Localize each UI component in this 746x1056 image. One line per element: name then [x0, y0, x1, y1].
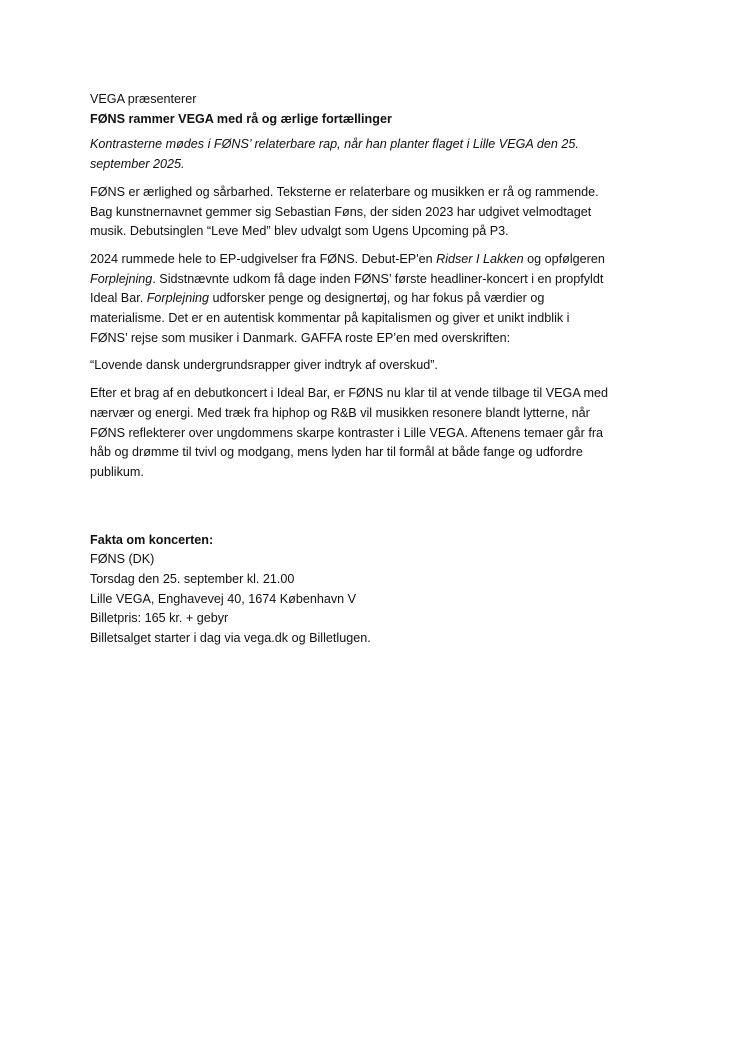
paragraph-line [90, 289, 670, 309]
press-release [90, 90, 670, 649]
facts-heading: Fakta om koncerten: [90, 532, 214, 547]
paragraph-line: FØNS reflekterer over ungdommens skarpe kontraster i Lille VEGA. Aftenens temaer går fra [90, 425, 604, 440]
spacer [90, 491, 670, 531]
lede [90, 135, 670, 174]
lede-line: Kontrasterne mødes i FØNS’ relaterbare rap, når han planter flaget i Lille VEGA den 25. [90, 137, 579, 152]
paragraph-line: musik. Debutsinglen “Leve Med” blev udvalgt som Ugens Upcoming på P3. [90, 224, 509, 239]
paragraph-line: håb og drømme til tvivl og modgang, mens lyden har til formål at både fange og udfordre [90, 445, 583, 460]
paragraph-intro [90, 183, 670, 242]
facts-sales: Billetsalget starter i dag via vega.dk og Billetlugen. [90, 631, 371, 646]
quote [90, 356, 670, 376]
ep-title: Ridser I Lakken [436, 251, 524, 266]
ep-title: Forplejning [90, 271, 153, 286]
paragraph-line: materialisme. Det er en autentisk kommentar på kapitalismen og giver et unikt indblik i [90, 311, 570, 326]
paragraph-line: Efter et brag af en debutkoncert i Ideal Bar, er FØNS nu klar til at vende tilbage til VEGA med [90, 386, 609, 401]
text-segment: og opfølgeren [523, 251, 605, 266]
header-block [90, 90, 670, 129]
paragraph-line: Bag kunstnernavnet gemmer sig Sebastian Føns, der siden 2023 har udgivet velmodtaget [90, 204, 592, 219]
presenter-line: VEGA præsenterer [90, 92, 197, 106]
facts-block [90, 531, 670, 649]
facts-date: Torsdag den 25. september kl. 21.00 [90, 572, 295, 587]
facts-price: Billetpris: 165 kr. + gebyr [90, 611, 229, 626]
paragraph-line [90, 250, 670, 270]
text-segment: udforsker penge og designertøj, og har fokus på værdier og [209, 291, 545, 306]
paragraph-line: publikum. [90, 464, 144, 479]
paragraph-return [90, 384, 670, 483]
text-segment: Ideal Bar. [90, 291, 147, 306]
ep-title: Forplejning [146, 291, 210, 306]
text-segment: . Sidstnævnte udkom få dage inden FØNS’ første headliner-koncert i en propfyldt [152, 271, 604, 286]
facts-venue: Lille VEGA, Enghavevej 40, 1674 København V [90, 591, 357, 606]
facts-artist: FØNS (DK) [90, 552, 155, 567]
paragraph-line [90, 270, 670, 290]
paragraph-line: nærvær og energi. Med træk fra hiphop og R&B vil musikken resonere blandt lytterne, når [90, 405, 590, 420]
headline: FØNS rammer VEGA med rå og ærlige fortællinger [90, 111, 392, 126]
paragraph-line: FØNS’ rejse som musiker i Danmark. GAFFA roste EP’en med overskriften: [90, 330, 511, 345]
quote-line: “Lovende dansk undergrundsrapper giver indtryk af overskud”. [90, 358, 438, 373]
paragraph-line: FØNS er ærlighed og sårbarhed. Teksterne er relaterbare og musikken er rå og rammende. [90, 184, 599, 199]
text-segment: 2024 rummede hele to EP-udgivelser fra FØNS. Debut-EP'en [90, 251, 437, 266]
paragraph-releases [90, 250, 670, 349]
lede-line: september 2025. [90, 157, 185, 172]
